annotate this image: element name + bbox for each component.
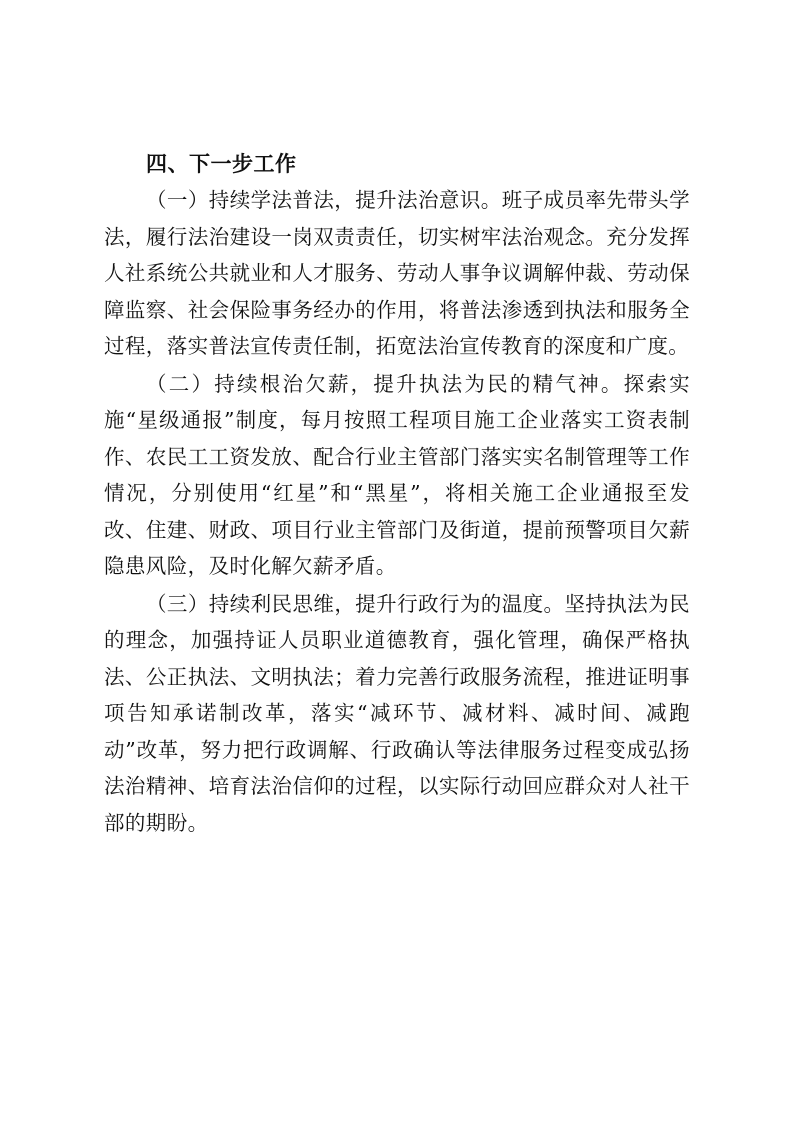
document-body: [104, 146, 690, 841]
paragraph-3-lead: （三）持续利民思维，提升行政行为的温度。: [146, 591, 565, 616]
paragraph-2-body: 探索实施“星级通报”制度，每月按照工程项目施工企业落实工资表制作、农民工工资发放、配合行业主管部门落实实名制管理等工作情况，分别使用“红星”和“黑星”，将相关施工企业通报至发改、住建、财政、项目行业主管部门及街道，提前预警项目欠薪隐患风险，及时化解欠薪矛盾。: [104, 371, 690, 578]
section-title: 四、下一步工作: [146, 152, 297, 176]
paragraph-1: [104, 182, 690, 365]
paragraph-2: [104, 366, 690, 585]
paragraph-1-body: 班子成员率先带头学法，履行法治建设一岗双责责任，切实树牢法治观念。充分发挥人社系统公共就业和人才服务、劳动人事争议调解仲裁、劳动保障监察、社会保险事务经办的作用，将普法渗透到执法和服务全过程，落实普法宣传责任制，拓宽法治宣传教育的深度和广度。: [104, 188, 690, 358]
paragraph-3-body: 坚持执法为民的理念，加强持证人员职业道德教育，强化管理，确保严格执法、公正执法、文明执法；着力完善行政服务流程，推进证明事项告知承诺制改革，落实“减环节、减材料、减时间、减跑动”改革，努力把行政调解、行政确认等法律服务过程变成弘扬法治精神、培育法治信仰的过程，以实际行动回应群众对人社干部的期盼。: [104, 591, 691, 835]
paragraph-1-lead: （一）持续学法普法，提升法治意识。: [146, 188, 502, 212]
paragraph-3: [104, 586, 690, 842]
paragraph-2-lead: （二）持续根治欠薪，提升执法为民的精气神。: [146, 371, 624, 396]
